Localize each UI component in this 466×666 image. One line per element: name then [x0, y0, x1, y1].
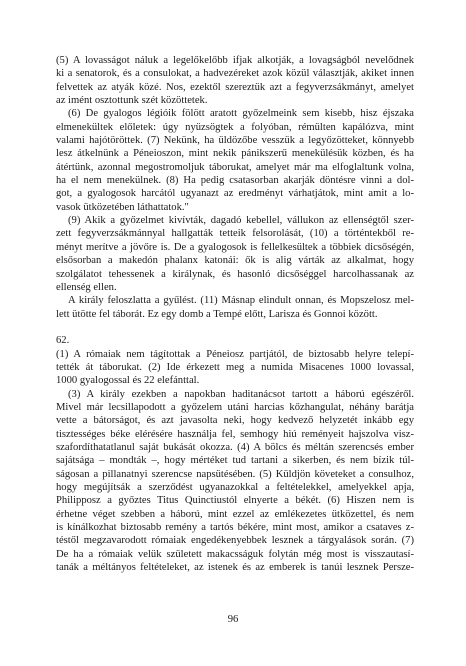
text-line: sajátsága – mondták –, hogy mértéket tud tartani a sikerben, és nem bízik túl-	[56, 455, 414, 467]
text-line: átértünk, azonnal megostromoljuk táborukat, amelyet már ma elfoglaltunk volna,	[56, 161, 414, 173]
text-line: szolgálatot tehessenek a királynak, és hasonló dicsőséggel harcolhassanak az	[56, 268, 414, 280]
text-line: (9) Akik a győzelmet kivívták, dagadó kebellel, vállukon az ellenségtől szer-	[68, 215, 414, 227]
text-line: De ha a rómaiak velük született makacsságuk folytán még most is visszautasí-	[56, 548, 414, 560]
text-line: (1) A rómaiak nem tágítottak a Péneiosz partjától, de biztosabb helyre telepí-	[56, 348, 414, 360]
text-line: (5) A lovasságot náluk a legelőkelőbb ifjak alkotják, a lovagságból nevelődnek	[56, 55, 414, 66]
text-line: hogy megújítsák a szerződést ugyanazokkal a feltételekkel, amelyekkel apja,	[56, 482, 414, 493]
text-line: got, a gyalogosok harcától ugyanazt az eredményt várhatjátok, mint amit a lo-	[56, 188, 414, 200]
text-line: vette a bátorságot, és azt javasolta neki, hogy kedvező helyzetét inkább egy	[56, 415, 414, 427]
text-line: felvettek az atyák közé. Nos, ezektől szereztük azt a fegyverzsákmányt, amelyet	[56, 81, 414, 93]
text-line: Mivel már lecsillapodott a győzelem utáni harcias kőzhangulat, néhány barátja	[56, 401, 414, 413]
text-line: A király feloszlatta a gyűlést. (11) Másnap elindult onnan, és Mopszelosz mel-	[68, 295, 414, 307]
text-line: ha el nem menekülnek. (8) Ha pedig csatasorban akarják döntésre vinni a dol-	[56, 175, 414, 187]
text-line: is kínálkozhat biztosabb remény a tartós békére, mint most, amikor a csataves z-	[56, 522, 414, 534]
text-line: elsősorban a makedón phalanx katonái: ők is alig várták az alkalmat, hogy	[56, 255, 414, 267]
text-line: tették át táborukat. (2) Ide érkezett meg a numida Misacenes 1000 lovassal,	[56, 361, 414, 373]
text-line: Philipposz a győztes Titus Quinctiustól elnyerte a békét. (6) Hiszen nem is	[56, 495, 414, 507]
text-line: érhetne véget szebben a háború, mint ezzel az emlékezetes ütközettel, és nem	[56, 508, 414, 520]
text-line: valami hajótöröttek. (7) Nekünk, ha üldözőbe vesszük a legyőzötteket, könnyebb	[56, 135, 414, 147]
text-line: tanák a méltányos feltételeket, az istenek és az emberek is tanúi lesznek Persze-	[56, 562, 414, 574]
text-line: ságosan a pillanatnyi szerencse napsütésében. (5) Küldjön követeket a consulhoz,	[56, 468, 414, 480]
text-line: lett ütötte fel táborát. Ez egy domb a Tempé előtt, Larisza és Gonnoi között.	[56, 308, 378, 320]
text-line: vasok ütközetében láthattatok."	[56, 201, 189, 213]
text-line: elmenekültek előletek: úgy nyüzsögtek a folyóban, rémülten kapálózva, mint	[56, 121, 414, 133]
text-line: az imént osztottunk szét közöttetek.	[56, 95, 208, 107]
page-number: 96	[227, 614, 239, 625]
text-line: (3) A király ezekben a napokban haditanácsot tartott a háború egészéről.	[68, 388, 414, 400]
text-line: tisztességes béke elérésére használja fel, semhogy hiú reményeit hajszolva visz-	[56, 428, 414, 440]
text-line: (6) De gyalogos légióik fölött aratott győzelmeink sem kisebb, hisz éjszaka	[68, 108, 414, 120]
text-line: 1000 gyalogossal és 22 elefánttal.	[56, 375, 200, 387]
text-line: 62.	[56, 335, 70, 347]
text-line: zett fegyverzsákmánnyal hallgatták tetteik felsorolását, (10) a történtekből re-	[56, 228, 414, 240]
paragraph-gap	[56, 321, 414, 334]
text-line: lesz átkelnünk a Péneioszon, mint nekik pánikszerű menekülésük közben, és ha	[56, 148, 414, 160]
text-line: ellenség ellen.	[56, 281, 117, 293]
text-line: téstől megzavarodott rómaiak engedékenyebbek lesznek a tárgyalások során. (7)	[56, 535, 414, 547]
text-line: ményt merítve a jövőre is. De a gyalogosok is fellelkesültek a többiek dicsőségén,	[56, 241, 414, 253]
text-line: ki a senatorok, és a consulokat, a hadvezéreket azok közül választják, akiket innen	[56, 68, 414, 80]
text-line: szafordíthatatlanul saját bukását okozza. (4) A bölcs és méltán szerencsés ember	[56, 441, 414, 453]
page-text	[56, 54, 414, 574]
